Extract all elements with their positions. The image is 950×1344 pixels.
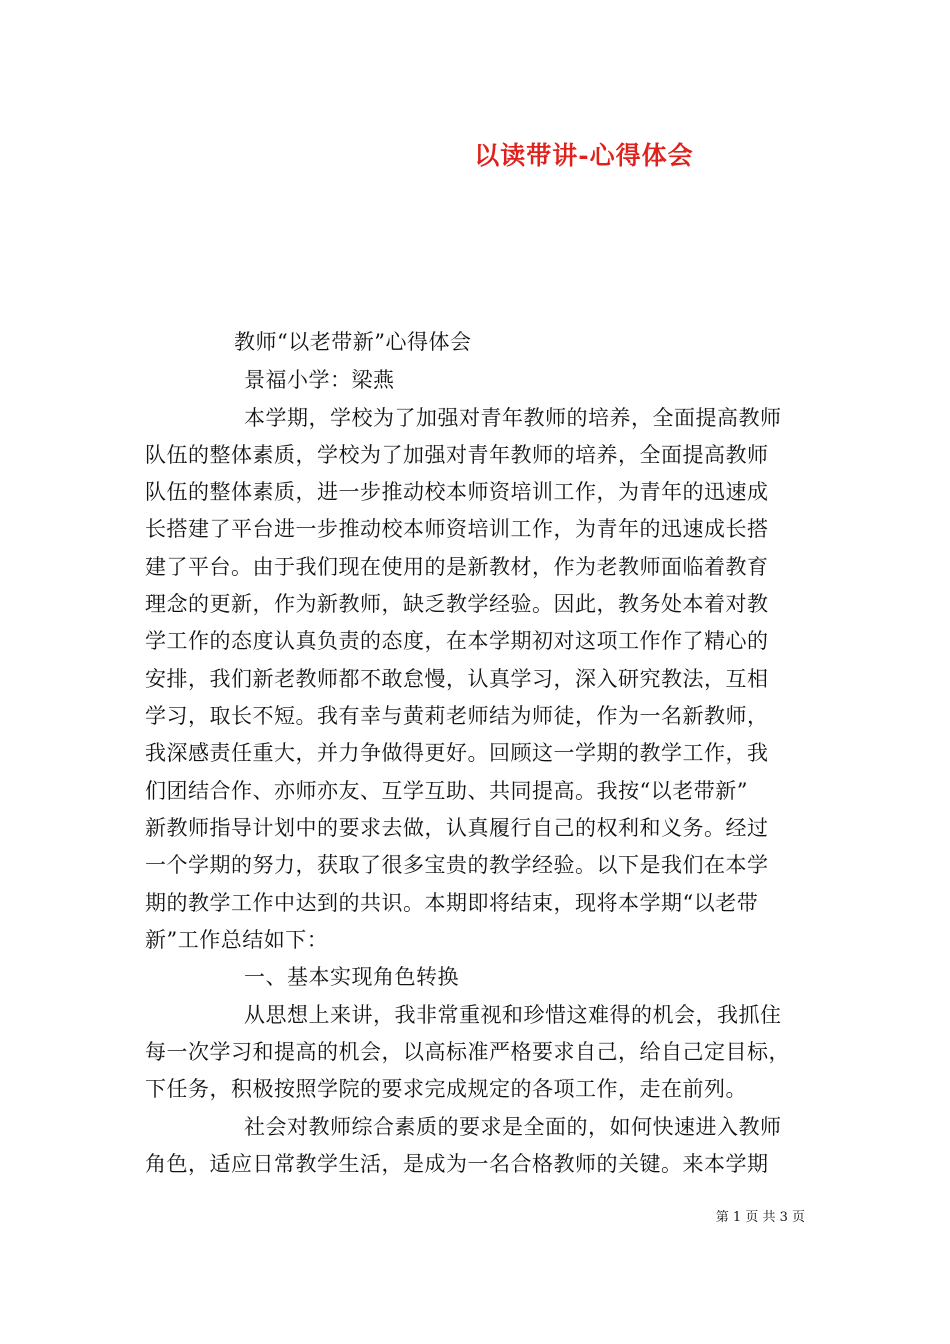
body-line: 长搭建了平台进一步推动校本师资培训工作，为青年的迅速成长搭 [145, 517, 769, 541]
body-line: 期的教学工作中达到的共识。本期即将结束，现将本学期“以老带 [145, 891, 759, 915]
body-line: 学工作的态度认真负责的态度，在本学期初对这项工作作了精心的 [145, 629, 769, 653]
body-line: 建了平台。由于我们现在使用的是新教材，作为老教师面临着教育 [145, 555, 769, 579]
body-line: 们团结合作、亦师亦友、互学互助、共同提高。我按“以老带新” [145, 779, 748, 803]
page-number: 第 1 页 共 3 页 [715, 1210, 805, 1225]
body-line: 队伍的整体素质，学校为了加强对青年教师的培养，全面提高教师 [145, 443, 769, 467]
body-line: 安排，我们新老教师都不敢怠慢，认真学习，深入研究教法，互相 [145, 667, 769, 691]
body-line: 新教师指导计划中的要求去做，认真履行自己的权利和义务。经过 [145, 816, 769, 840]
document-title: 以读带讲-心得体会 [474, 141, 694, 170]
body-line: 社会对教师综合素质的要求是全面的，如何快速进入教师 [244, 1115, 782, 1139]
body-line: 下任务，积极按照学院的要求完成规定的各项工作，走在前列。 [145, 1077, 747, 1101]
body-line: 学习，取长不短。我有幸与黄莉老师结为师徒，作为一名新教师， [145, 704, 769, 728]
author-line: 景福小学：梁燕 [244, 368, 395, 392]
body-line: 本学期，学校为了加强对青年教师的培养，全面提高教师 [244, 406, 782, 430]
body-line: 每一次学习和提高的机会，以高标准严格要求自己，给自己定目标， [145, 1040, 790, 1064]
body-line: 一个学期的努力，获取了很多宝贵的教学经验。以下是我们在本学 [145, 853, 769, 877]
section-heading: 一、基本实现角色转换 [244, 965, 459, 989]
body-line: 从思想上来讲，我非常重视和珍惜这难得的机会，我抓住 [244, 1003, 782, 1027]
body-line: 理念的更新，作为新教师，缺乏教学经验。因此，教务处本着对教 [145, 592, 769, 616]
body-line: 角色，适应日常教学生活，是成为一名合格教师的关键。来本学期 [145, 1152, 769, 1176]
body-line: 队伍的整体素质，进一步推动校本师资培训工作，为青年的迅速成 [145, 480, 769, 504]
body-line: 新”工作总结如下： [145, 928, 329, 952]
body-line: 我深感责任重大，并力争做得更好。回顾这一学期的教学工作，我 [145, 741, 769, 765]
article-heading: 教师“以老带新”心得体会 [234, 330, 472, 354]
